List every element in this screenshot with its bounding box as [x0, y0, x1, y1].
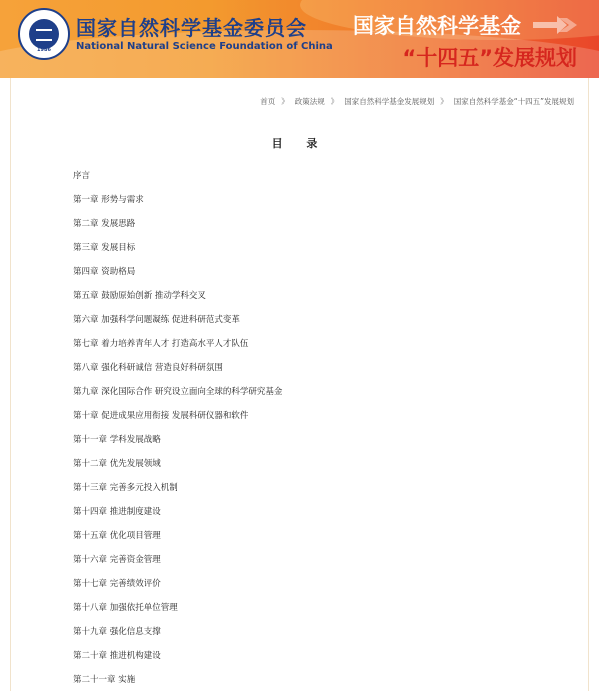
toc-item[interactable]: 第十一章 学科发展战略 [73, 435, 161, 445]
toc-item[interactable]: 第九章 深化国际合作 研究设立面向全球的科学研究基金 [73, 387, 283, 397]
toc-item[interactable]: 第二十章 推进机构建设 [73, 651, 161, 661]
toc-item[interactable]: 第六章 加强科学问题凝练 促进科研范式变革 [73, 315, 240, 325]
toc-item[interactable]: 第十八章 加强依托单位管理 [73, 603, 178, 613]
breadcrumb [260, 96, 574, 107]
logo-year: 1986 [37, 47, 51, 53]
toc-item[interactable]: 第十章 促进成果应用衔接 发展科研仪器和软件 [73, 411, 249, 421]
plan-title-line2: “十四五”发展规划 [402, 46, 577, 70]
toc-item[interactable]: 第十二章 优先发展领域 [73, 459, 161, 469]
toc-item[interactable]: 第二章 发展思路 [73, 219, 136, 229]
breadcrumb-separator-icon: 》 [440, 97, 448, 106]
nsfc-logo[interactable] [18, 8, 70, 60]
breadcrumb-separator-icon: 》 [281, 97, 289, 106]
main-content [10, 78, 589, 691]
toc-item[interactable]: 第十三章 完善多元投入机制 [73, 483, 178, 493]
toc-item[interactable]: 第五章 鼓励原始创新 推动学科交叉 [73, 291, 206, 301]
toc-item[interactable]: 第三章 发展目标 [73, 243, 136, 253]
toc-title: 目 录 [271, 137, 328, 150]
toc-list [73, 170, 282, 698]
toc-item[interactable]: 第十六章 完善资金管理 [73, 555, 161, 565]
toc-item[interactable]: 第一章 形势与需求 [73, 195, 144, 205]
toc-item[interactable]: 第十七章 完善绩效评价 [73, 579, 161, 589]
breadcrumb-plans-link[interactable]: 国家自然科学基金发展规划 [344, 97, 435, 106]
toc-item[interactable]: 第十五章 优化项目管理 [73, 531, 161, 541]
org-name-en: National Natural Science Foundation of China [76, 41, 333, 52]
breadcrumb-home-link[interactable]: 首页 [260, 97, 276, 106]
breadcrumb-separator-icon: 》 [330, 97, 339, 106]
plan-title-line1: 国家自然科学基金 [353, 14, 521, 38]
toc-item[interactable]: 第二十一章 实施 [73, 675, 136, 685]
toc-item[interactable]: 第七章 着力培养青年人才 打造高水平人才队伍 [73, 339, 249, 349]
toc-item[interactable]: 第十九章 强化信息支撑 [73, 627, 161, 637]
toc-item[interactable]: 第十四章 推进制度建设 [73, 507, 161, 517]
org-name-cn[interactable]: 国家自然科学基金委员会 [76, 16, 307, 40]
toc-item[interactable]: 第八章 强化科研诚信 营造良好科研氛围 [73, 363, 223, 373]
double-arrow-icon [533, 14, 577, 36]
header-banner [0, 0, 599, 78]
toc-item[interactable]: 序言 [73, 171, 91, 181]
breadcrumb-policy-link[interactable]: 政策法规 [294, 97, 325, 106]
breadcrumb-current-page[interactable]: 国家自然科学基金“十四五”发展规划 [453, 97, 574, 106]
logo-emblem-icon [29, 19, 59, 49]
toc-item[interactable]: 第四章 资助格局 [73, 267, 136, 277]
